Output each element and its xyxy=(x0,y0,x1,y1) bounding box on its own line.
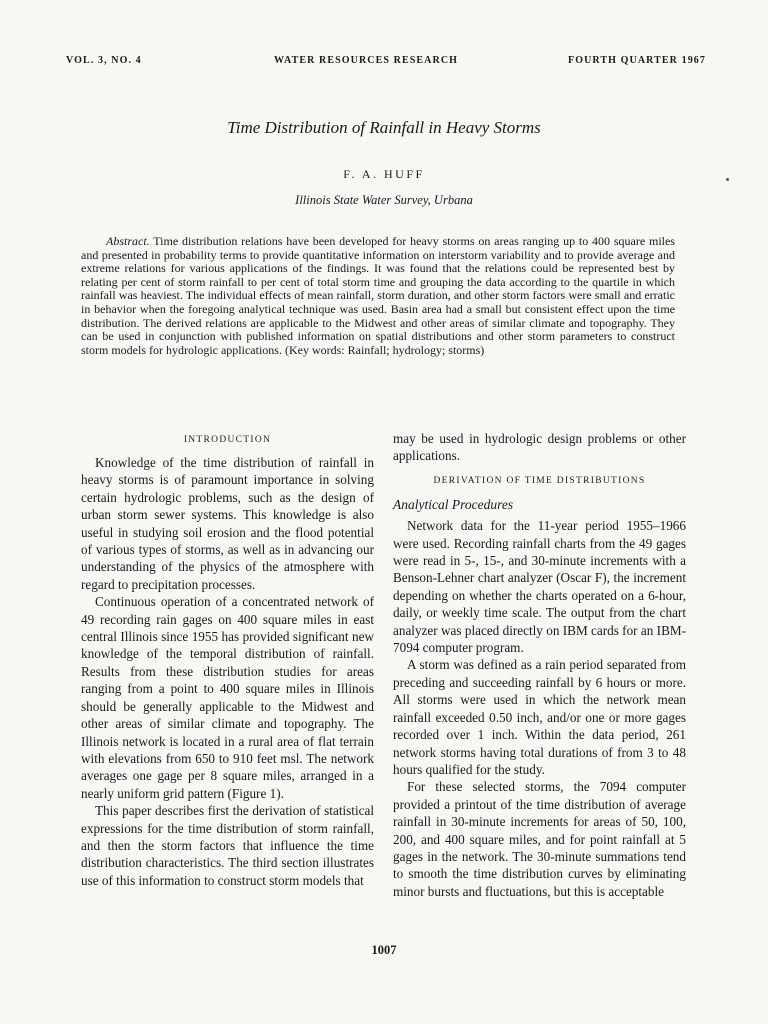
scan-speck xyxy=(726,178,729,181)
author-affiliation: Illinois State Water Survey, Urbana xyxy=(295,193,473,207)
author-name: F. A. HUFF xyxy=(343,167,425,181)
paragraph: Continuous operation of a concentrated network of 49 recording rain gages on 400 square miles in east central Illinois since 1955 has provided significant new knowledge of the temporal distribution of rainfall. Results from these distribution studies for areas ranging from a point to 400 square miles in Illinois should be generally applicable to the Midwest and other areas of similar climate and topography. The Illinois network is located in a rural area of flat terrain with elevations from 650 to 910 feet msl. The network averages one gage per 8 square miles, arranged in a nearly uniform grid pattern (Figure 1). xyxy=(81,594,374,801)
volume-issue: VOL. 3, NO. 4 xyxy=(66,55,142,66)
subsection-heading: Analytical Procedures xyxy=(393,496,514,512)
section-heading-introduction: INTRODUCTION xyxy=(183,435,272,445)
paragraph: Knowledge of the time distribution of rainfall in heavy storms is of paramount importance in solving certain hydrologic problems, such as the design of urban storm sewer systems. This knowledge is also useful in studying soil erosion and the flood potential of various types of storms, as well as in advancing our understanding of the physics of the atmosphere with regard to precipitation processes. xyxy=(81,455,374,592)
page-number: 1007 xyxy=(371,943,397,957)
paragraph: A storm was defined as a rain period separated from preceding and succeeding rainfall by 6 hours or more. All storms were used in which the network mean rainfall exceeded 0.50 inch, and/or one or more gages recorded over 1 inch. Within the data period, 261 network storms having total durations of from 3 to 48 hours qualified for the study. xyxy=(393,657,686,777)
paragraph: This paper describes first the derivation of statistical expressions for the time distribution of storm rainfall, and then the storm factors that influence the time distribution characteristics. The third section illustrates use of this information to construct storm models that xyxy=(81,803,374,888)
issue-date: FOURTH QUARTER 1967 xyxy=(568,55,706,66)
abstract-lead: Abstract. xyxy=(106,234,150,248)
left-column xyxy=(81,433,374,889)
journal-name: WATER RESOURCES RESEARCH xyxy=(274,55,459,66)
paper-title: Time Distribution of Rainfall in Heavy Storms xyxy=(227,118,541,137)
abstract xyxy=(81,235,675,357)
paragraph: For these selected storms, the 7094 computer provided a printout of the time distribution of average rainfall in 30-minute increments for areas of 50, 100, 200, and 400 square miles, and for point rainfall at 5 gages in the network. The 30-minute summations tend to smooth the time distribution curves by eliminating minor bursts and fluctuations, but this is acceptable xyxy=(393,779,686,899)
paragraph-continuation: may be used in hydrologic design problems or other applications. xyxy=(393,431,686,464)
running-header xyxy=(66,55,706,71)
abstract-text: Time distribution relations have been developed for heavy storms on areas ranging up to 400 square miles and presented in probability terms to provide quantitative information on interstorm variability and to provide average and extreme relations for various applications of the findings. It was found that the relations could be represented best by relating per cent of storm rainfall to per cent of total storm time and grouping the data according to the quartile in which rainfall was heaviest. The individual effects of mean rainfall, storm duration, and other storm factors were small and erratic in behavior when the foregoing analytical technique was used. Basin area had a small but consistent effect upon the time distribution. The derived relations are applicable to the Midwest and other areas of similar climate and topography. They can be used in conjunction with published information on spatial distributions and other storm parameters to construct storm models for hydrologic applications. (Key words: Rainfall; hydrology; storms) xyxy=(81,234,675,357)
right-column xyxy=(393,430,686,900)
section-heading-derivation: DERIVATION OF TIME DISTRIBUTIONS xyxy=(433,475,646,486)
paragraph: Network data for the 11-year period 1955–1966 were used. Recording rainfall charts from the 49 gages were read in 5-, 15-, and 30-minute increments with a Benson-Lehner chart analyzer (Oscar F), the increment depending on whether the charts operated on a 6-hour, daily, or weekly time scale. The output from the chart analyzer was placed directly on IBM cards for an IBM-7094 computer program. xyxy=(393,518,686,656)
